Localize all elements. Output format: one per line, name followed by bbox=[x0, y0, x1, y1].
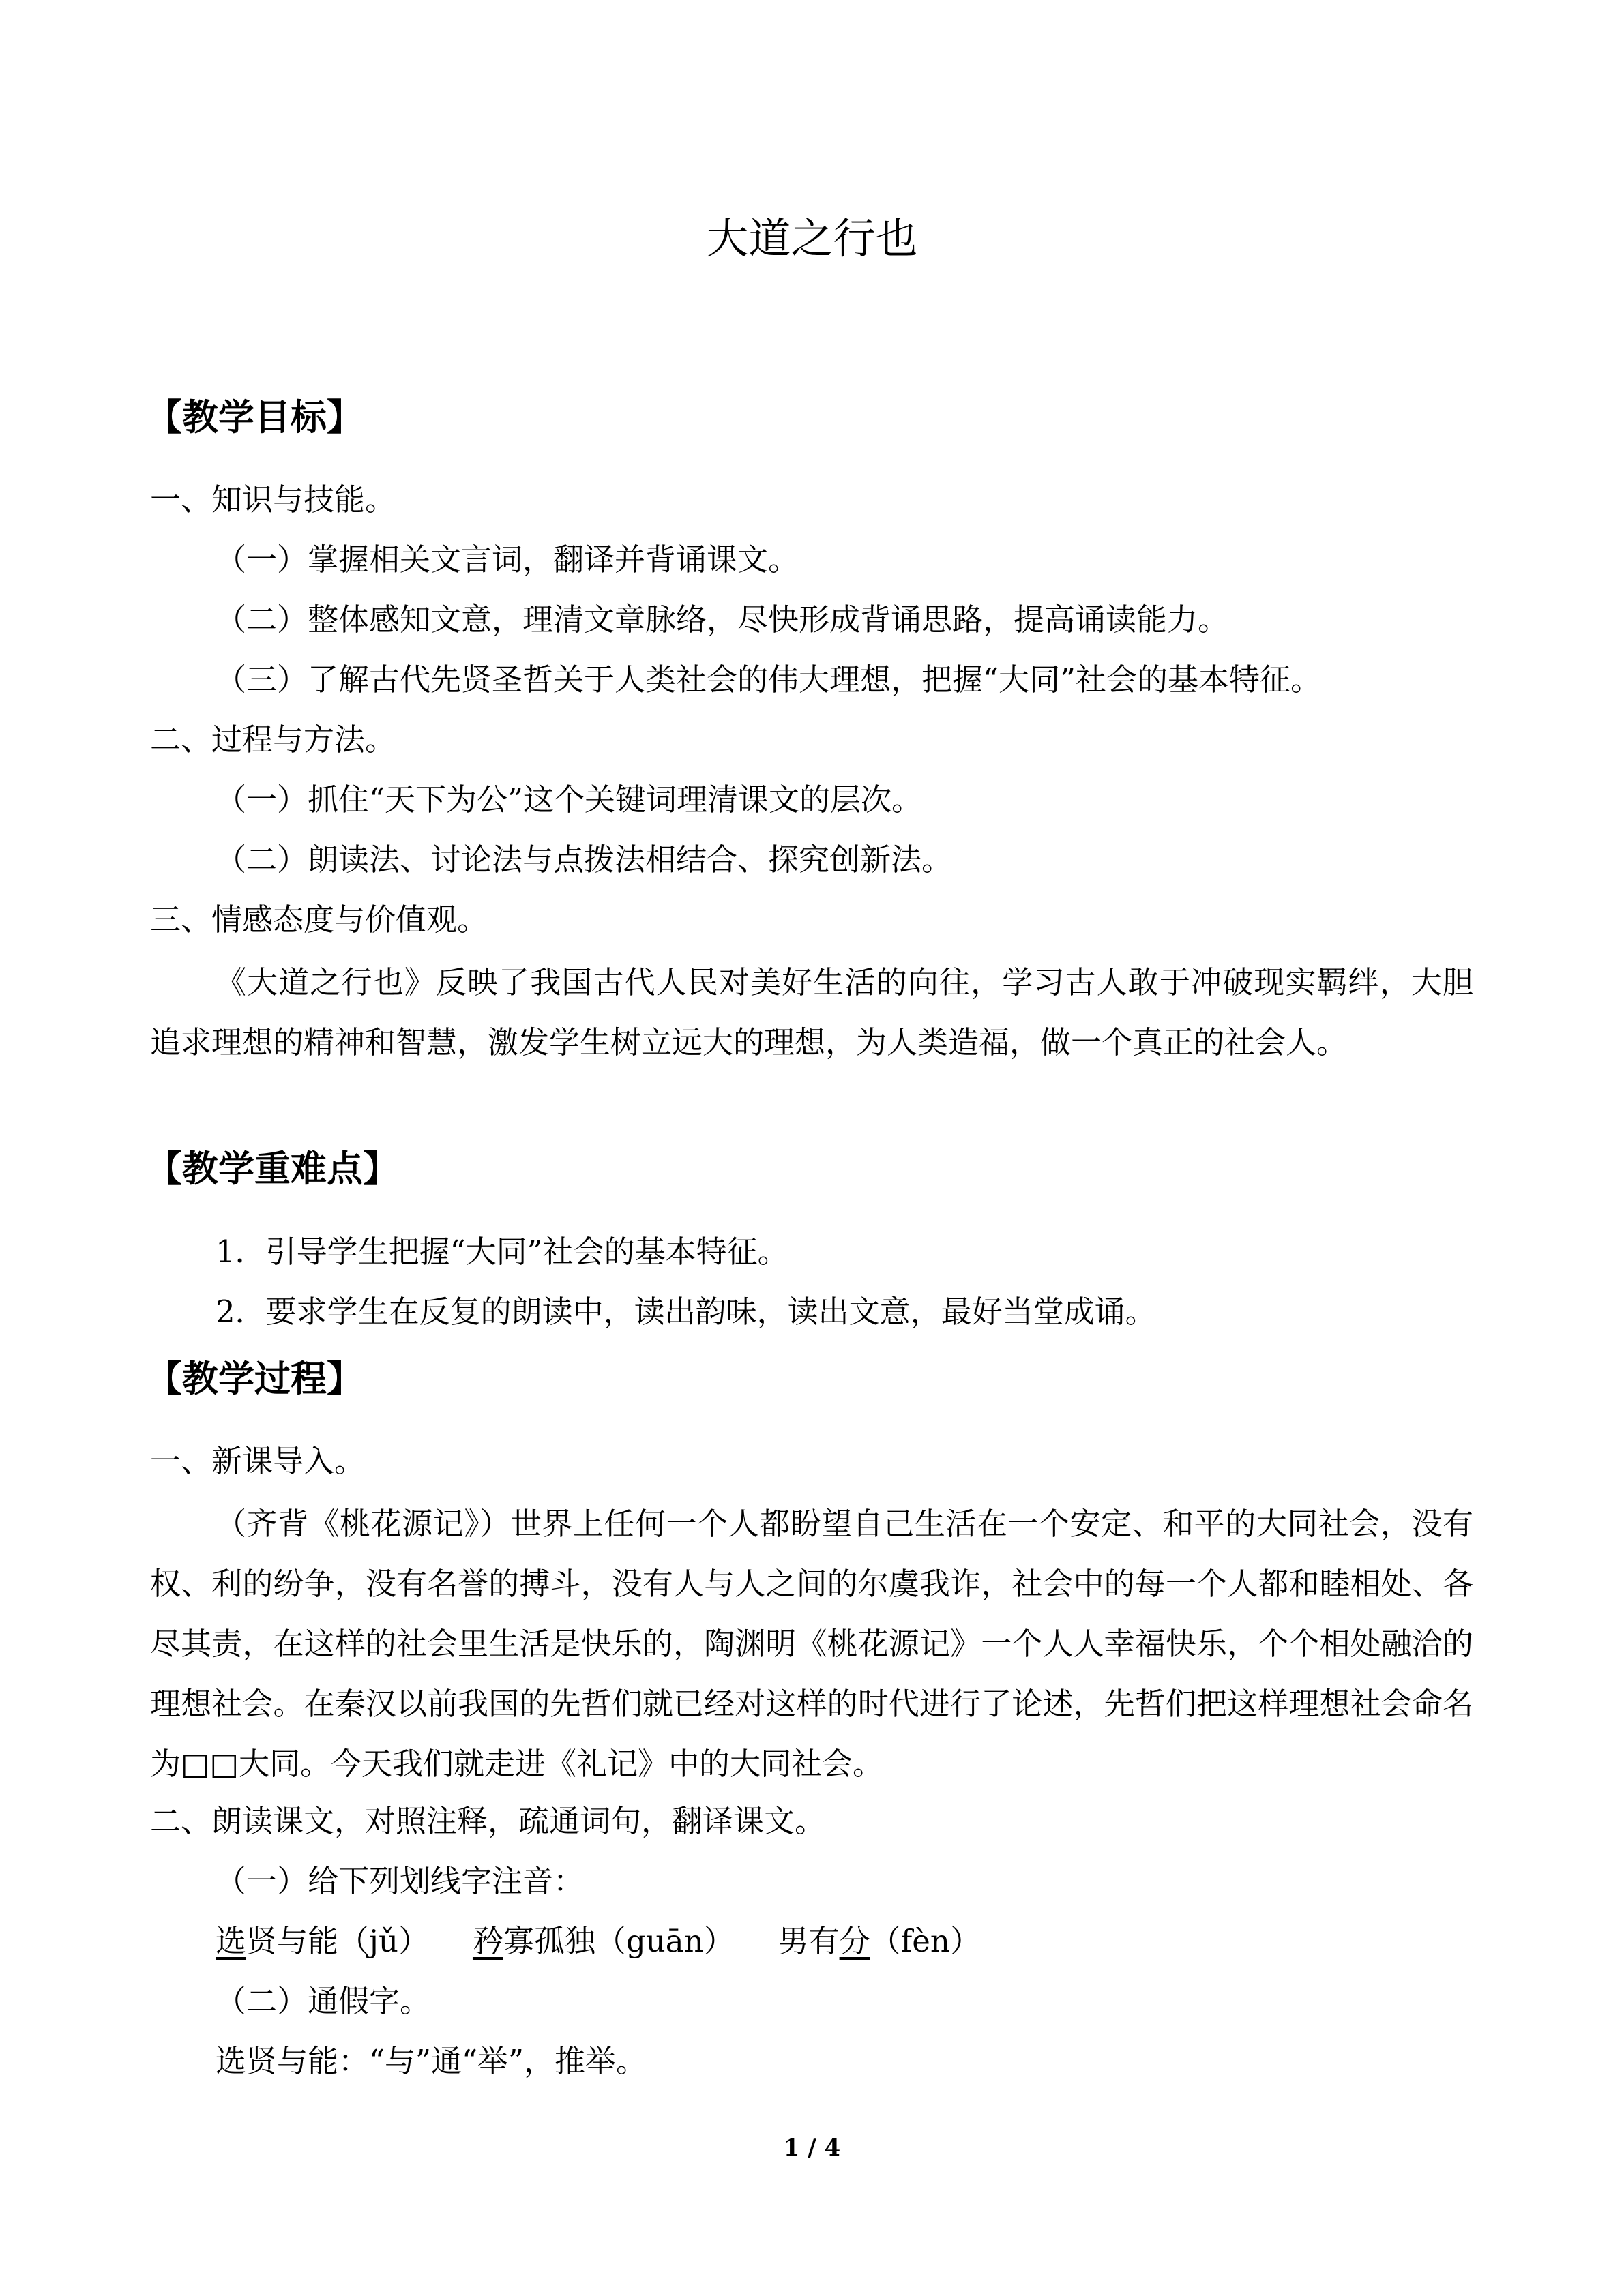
process-heading-2: 二、朗读课文，对照注释，疏通词句，翻译课文。 bbox=[150, 1803, 826, 1839]
difficulty-item-2: 2．要求学生在反复的朗读中，读出韵味，读出文意，最好当堂成诵。 bbox=[216, 1294, 1156, 1330]
pinyin-line bbox=[216, 1921, 981, 1962]
goals-values-paragraph: 《大道之行也》反映了我国古代人民对美好生活的向往，学习古人敢于冲破现实羁绊，大胆追求理想的精神和智慧，激发学生树立远大的理想，为人类造福，做一个真正的社会人。 bbox=[150, 964, 1473, 1060]
pinyin-word-3-prefix: 男有 bbox=[778, 1923, 840, 1959]
goals-item-1-1: （一）掌握相关文言词，翻译并背诵课文。 bbox=[216, 541, 799, 578]
pinyin-word-1: 贤与能（jǔ） bbox=[246, 1923, 429, 1959]
process-sub-heading-1: （一）给下列划线字注音： bbox=[216, 1863, 585, 1899]
section-heading-goals: 【教学目标】 bbox=[146, 397, 363, 438]
difficulty-item-1: 1．引导学生把握“大同”社会的基本特征。 bbox=[216, 1234, 788, 1270]
underlined-char-2: 矜 bbox=[472, 1923, 503, 1959]
process-sub-heading-2: （二）通假字。 bbox=[216, 1983, 431, 2019]
tongjia-item: 选贤与能：“与”通“举”，推举。 bbox=[216, 2043, 647, 2079]
underlined-char-1: 选 bbox=[216, 1923, 247, 1959]
process-heading-1: 一、新课导入。 bbox=[150, 1443, 366, 1479]
section-heading-process: 【教学过程】 bbox=[146, 1358, 363, 1400]
goals-heading-2: 二、过程与方法。 bbox=[150, 721, 396, 758]
pinyin-word-2: 寡孤独（guān） bbox=[503, 1923, 735, 1959]
goals-item-1-2: （二）整体感知文意，理清文章脉络，尽快形成背诵思路，提高诵读能力。 bbox=[216, 601, 1229, 638]
pinyin-word-3: （fèn） bbox=[870, 1923, 981, 1959]
goals-heading-1: 一、知识与技能。 bbox=[150, 481, 396, 518]
section-heading-difficulties: 【教学重难点】 bbox=[146, 1148, 399, 1190]
goals-item-1-3: （三）了解古代先贤圣哲关于人类社会的伟大理想，把握“大同”社会的基本特征。 bbox=[216, 661, 1322, 698]
goals-heading-3: 三、情感态度与价值观。 bbox=[150, 901, 488, 938]
goals-item-2-2: （二）朗读法、讨论法与点拨法相结合、探究创新法。 bbox=[216, 841, 953, 878]
process-intro-paragraph: （齐背《桃花源记》）世界上任何一个人都盼望自己生活在一个安定、和平的大同社会，没有权、利的纷争，没有名誉的搏斗，没有人与人之间的尔虞我诈，社会中的每一个人都和睦相处、各尽其责，在这样的社会里生活是快乐的，陶渊明《桃花源记》一个人人幸福快乐，个个相处融洽的理想社会。在秦汉以前我国的先哲们就已经对这样的时代进行了论述，先哲们把这样理想社会命名为□□大同。今天我们就走进《礼记》中的大同社会。 bbox=[150, 1506, 1473, 1782]
page-title: 大道之行也 bbox=[706, 213, 918, 263]
underlined-char-3: 分 bbox=[839, 1923, 870, 1959]
page-number: 1 / 4 bbox=[783, 2134, 841, 2162]
goals-item-2-1: （一）抓住“天下为公”这个关键词理清课文的层次。 bbox=[216, 781, 923, 818]
